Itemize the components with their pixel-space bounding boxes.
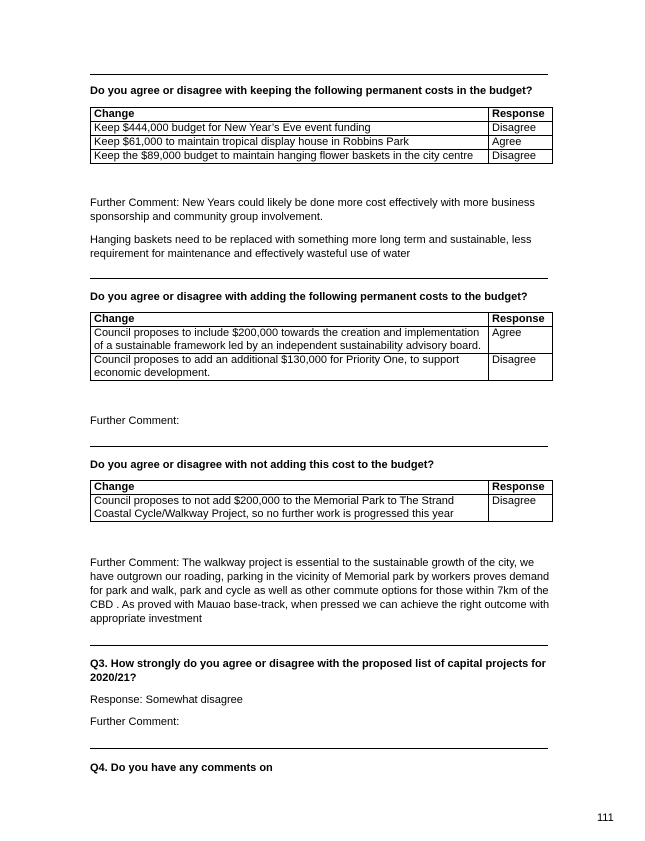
table-header-row bbox=[91, 481, 553, 495]
not-adding-cost-table bbox=[90, 480, 553, 522]
table-row bbox=[91, 327, 553, 354]
question-not-adding-cost: Do you agree or disagree with not adding this cost to the budget? bbox=[90, 459, 435, 471]
page-number: 111 bbox=[597, 812, 614, 824]
column-header-response: Response bbox=[489, 481, 553, 495]
further-comment-3: Further Comment: bbox=[90, 415, 180, 427]
response-cell: Disagree bbox=[489, 354, 553, 381]
change-cell: Council proposes to include $200,000 towards the creation and implementation of a sustainable framework led by an independent sustainability advisory board. bbox=[91, 327, 489, 354]
divider-3 bbox=[90, 446, 548, 447]
further-comment-4: Further Comment: The walkway project is essential to the sustainable growth of the city, we have outgrown our roading, parking in the vicinity of Memorial park by workers proves demand for park and walk, park and cycle as well as other commute options for those within 7km of the CBD . As proved with Mauao base-track, when pressed we can achieve the right outcome with appropriate investment bbox=[90, 557, 550, 625]
table-row bbox=[91, 495, 553, 522]
change-cell: Council proposes to not add $200,000 to the Memorial Park to The Strand Coastal Cycle/Walkway Project, so no further work is progressed this year bbox=[91, 495, 489, 522]
table-header-row bbox=[91, 108, 553, 122]
change-cell: Council proposes to add an additional $130,000 for Priority One, to support economic development. bbox=[91, 354, 489, 381]
column-header-change: Change bbox=[91, 108, 489, 122]
table-row bbox=[91, 354, 553, 381]
response-cell: Disagree bbox=[489, 122, 553, 136]
column-header-response: Response bbox=[489, 108, 553, 122]
question-add-costs: Do you agree or disagree with adding the following permanent costs to the budget? bbox=[90, 291, 528, 303]
add-costs-table bbox=[90, 312, 553, 381]
divider-5 bbox=[90, 748, 548, 749]
table-row bbox=[91, 150, 553, 164]
q3-further-comment: Further Comment: bbox=[90, 716, 180, 728]
question-q3: Q3. How strongly do you agree or disagree with the proposed list of capital projects for 2020/21? bbox=[90, 658, 546, 684]
table-row bbox=[91, 136, 553, 150]
column-header-change: Change bbox=[91, 313, 489, 327]
table-row bbox=[91, 122, 553, 136]
keep-costs-table bbox=[90, 107, 553, 164]
divider-1 bbox=[90, 74, 548, 75]
further-comment-1: Further Comment: New Years could likely be done more cost effectively with more business sponsorship and community group involvement. bbox=[90, 197, 535, 223]
response-cell: Agree bbox=[489, 327, 553, 354]
column-header-change: Change bbox=[91, 481, 489, 495]
change-cell: Keep the $89,000 budget to maintain hanging flower baskets in the city centre bbox=[91, 150, 489, 164]
further-comment-2: Hanging baskets need to be replaced with something more long term and sustainable, less requirement for maintenance and effectively wasteful use of water bbox=[90, 234, 532, 260]
divider-2 bbox=[90, 278, 548, 279]
q3-response: Response: Somewhat disagree bbox=[90, 694, 243, 706]
question-q4: Q4. Do you have any comments on bbox=[90, 762, 273, 774]
response-cell: Agree bbox=[489, 136, 553, 150]
change-cell: Keep $61,000 to maintain tropical display house in Robbins Park bbox=[91, 136, 489, 150]
table-header-row bbox=[91, 313, 553, 327]
response-cell: Disagree bbox=[489, 150, 553, 164]
change-cell: Keep $444,000 budget for New Year’s Eve event funding bbox=[91, 122, 489, 136]
response-cell: Disagree bbox=[489, 495, 553, 522]
divider-4 bbox=[90, 645, 548, 646]
question-keep-costs: Do you agree or disagree with keeping the following permanent costs in the budget? bbox=[90, 85, 533, 97]
column-header-response: Response bbox=[489, 313, 553, 327]
